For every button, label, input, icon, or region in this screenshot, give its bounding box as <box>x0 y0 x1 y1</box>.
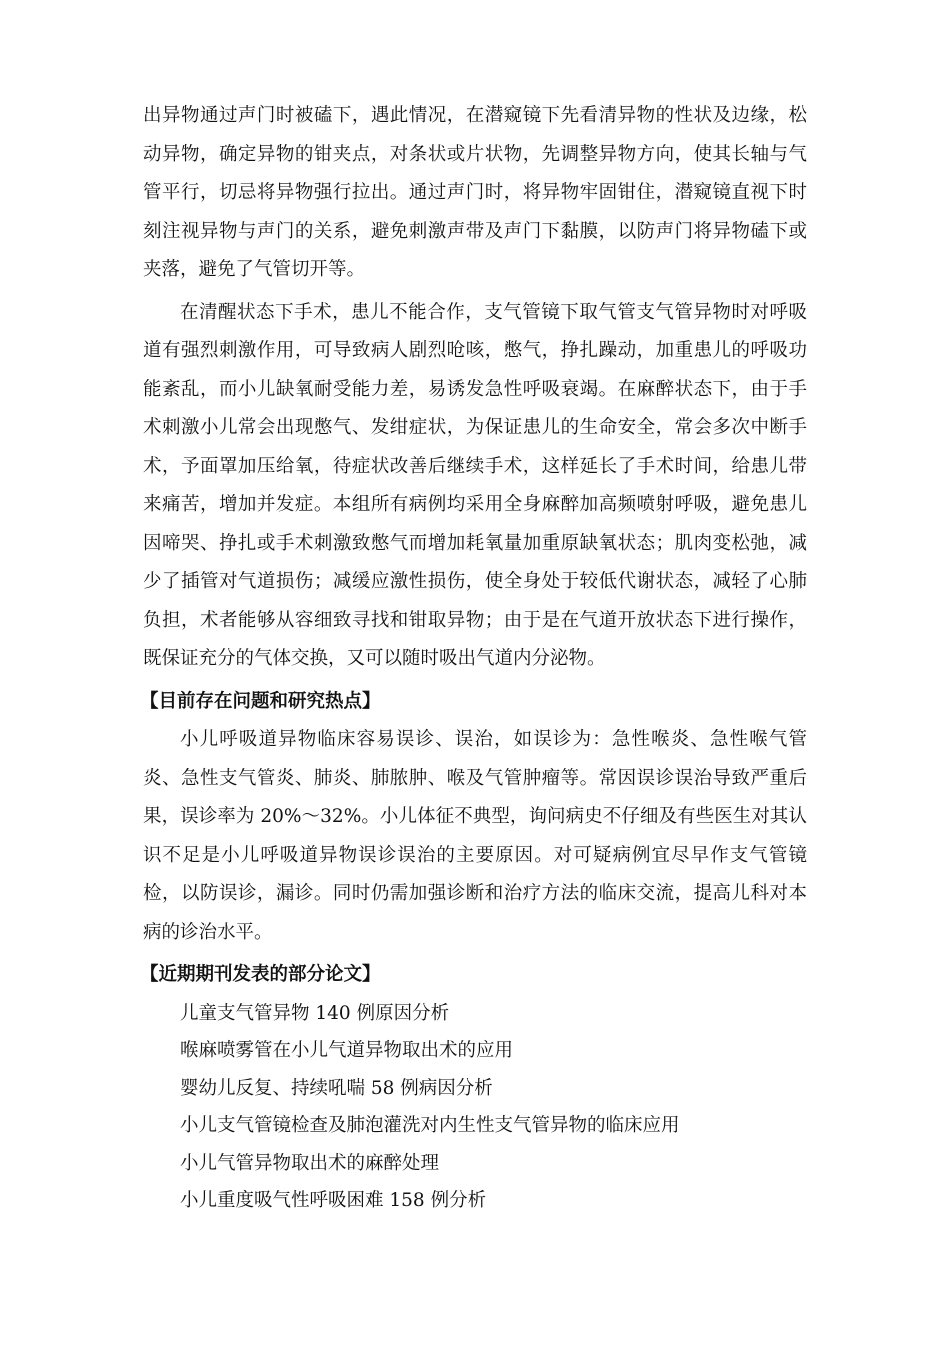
paper-item: 小儿支气管镜检查及肺泡灌洗对内生性支气管异物的临床应用 <box>180 1115 680 1136</box>
paragraph-problems: 小儿呼吸道异物临床容易误诊、误治，如误诊为：急性喉炎、急性喉气管炎、急性支气管炎、肺炎、肺脓肿、喉及气管肿瘤等。常因误诊误治导致严重后果，误诊率为 20%～32%。小儿体征不典型，询问病史不仔细及有些医生对其认识不足是小儿呼吸道异物误诊误治的主要原因。对可疑病例宜尽早作支气管镜检，以防误诊，漏诊。同时仍需加强诊断和治疗方法的临床交流，提高儿科对本病的诊治水平。 <box>143 729 807 943</box>
document-page <box>140 97 807 1220</box>
section-heading-problems: 【目前存在问题和研究热点】 <box>140 690 381 712</box>
paper-item: 婴幼儿反复、持续吼喘 58 例病因分析 <box>180 1077 493 1099</box>
paper-list <box>143 995 807 1220</box>
section-heading-papers: 【近期期刊发表的部分论文】 <box>140 964 381 985</box>
paper-item: 儿童支气管异物 140 例原因分析 <box>180 1002 450 1024</box>
paragraph-foreign-body-removal: 出异物通过声门时被磕下，遇此情况，在潜窥镜下先看清异物的性状及边缘，松动异物，确定异物的钳夹点，对条状或片状物，先调整异物方向，使其长轴与气管平行，切忌将异物强行拉出。通过声门时，将异物牢固钳住，潜窥镜直视下时刻注视异物与声门的关系，避免刺激声带及声门下黏膜，以防声门将异物磕下或夹落，避免了气管切开等。 <box>143 105 807 280</box>
paper-item: 小儿气管异物取出术的麻醉处理 <box>180 1152 440 1174</box>
paper-item: 小儿重度吸气性呼吸困难 158 例分析 <box>180 1190 487 1211</box>
paragraph-anesthesia: 在清醒状态下手术，患儿不能合作，支气管镜下取气管支气管异物时对呼吸道有强烈刺激作用，可导致病人剧烈呛咳，憋气，挣扎躁动，加重患儿的呼吸功能紊乱，而小儿缺氧耐受能力差，易诱发急性呼吸衰竭。在麻醉状态下，由于手术刺激小儿常会出现憋气、发绀症状，为保证患儿的生命安全，常会多次中断手术，予面罩加压给氧，待症状改善后继续手术，这样延长了手术时间，给患儿带来痛苦，增加并发症。本组所有病例均采用全身麻醉加高频喷射呼吸，避免患儿因啼哭、挣扎或手术刺激致憋气而增加耗氧量加重原缺氧状态；肌肉变松弛，减少了插管对气道损伤；减缓应激性损伤，使全身处于较低代谢状态，减轻了心肺负担，术者能够从容细致寻找和钳取异物；由于是在气道开放状态下进行操作，既保证充分的气体交换，又可以随时吸出气道内分泌物。 <box>143 301 807 669</box>
paper-item: 喉麻喷雾管在小儿气道异物取出术的应用 <box>180 1040 514 1061</box>
